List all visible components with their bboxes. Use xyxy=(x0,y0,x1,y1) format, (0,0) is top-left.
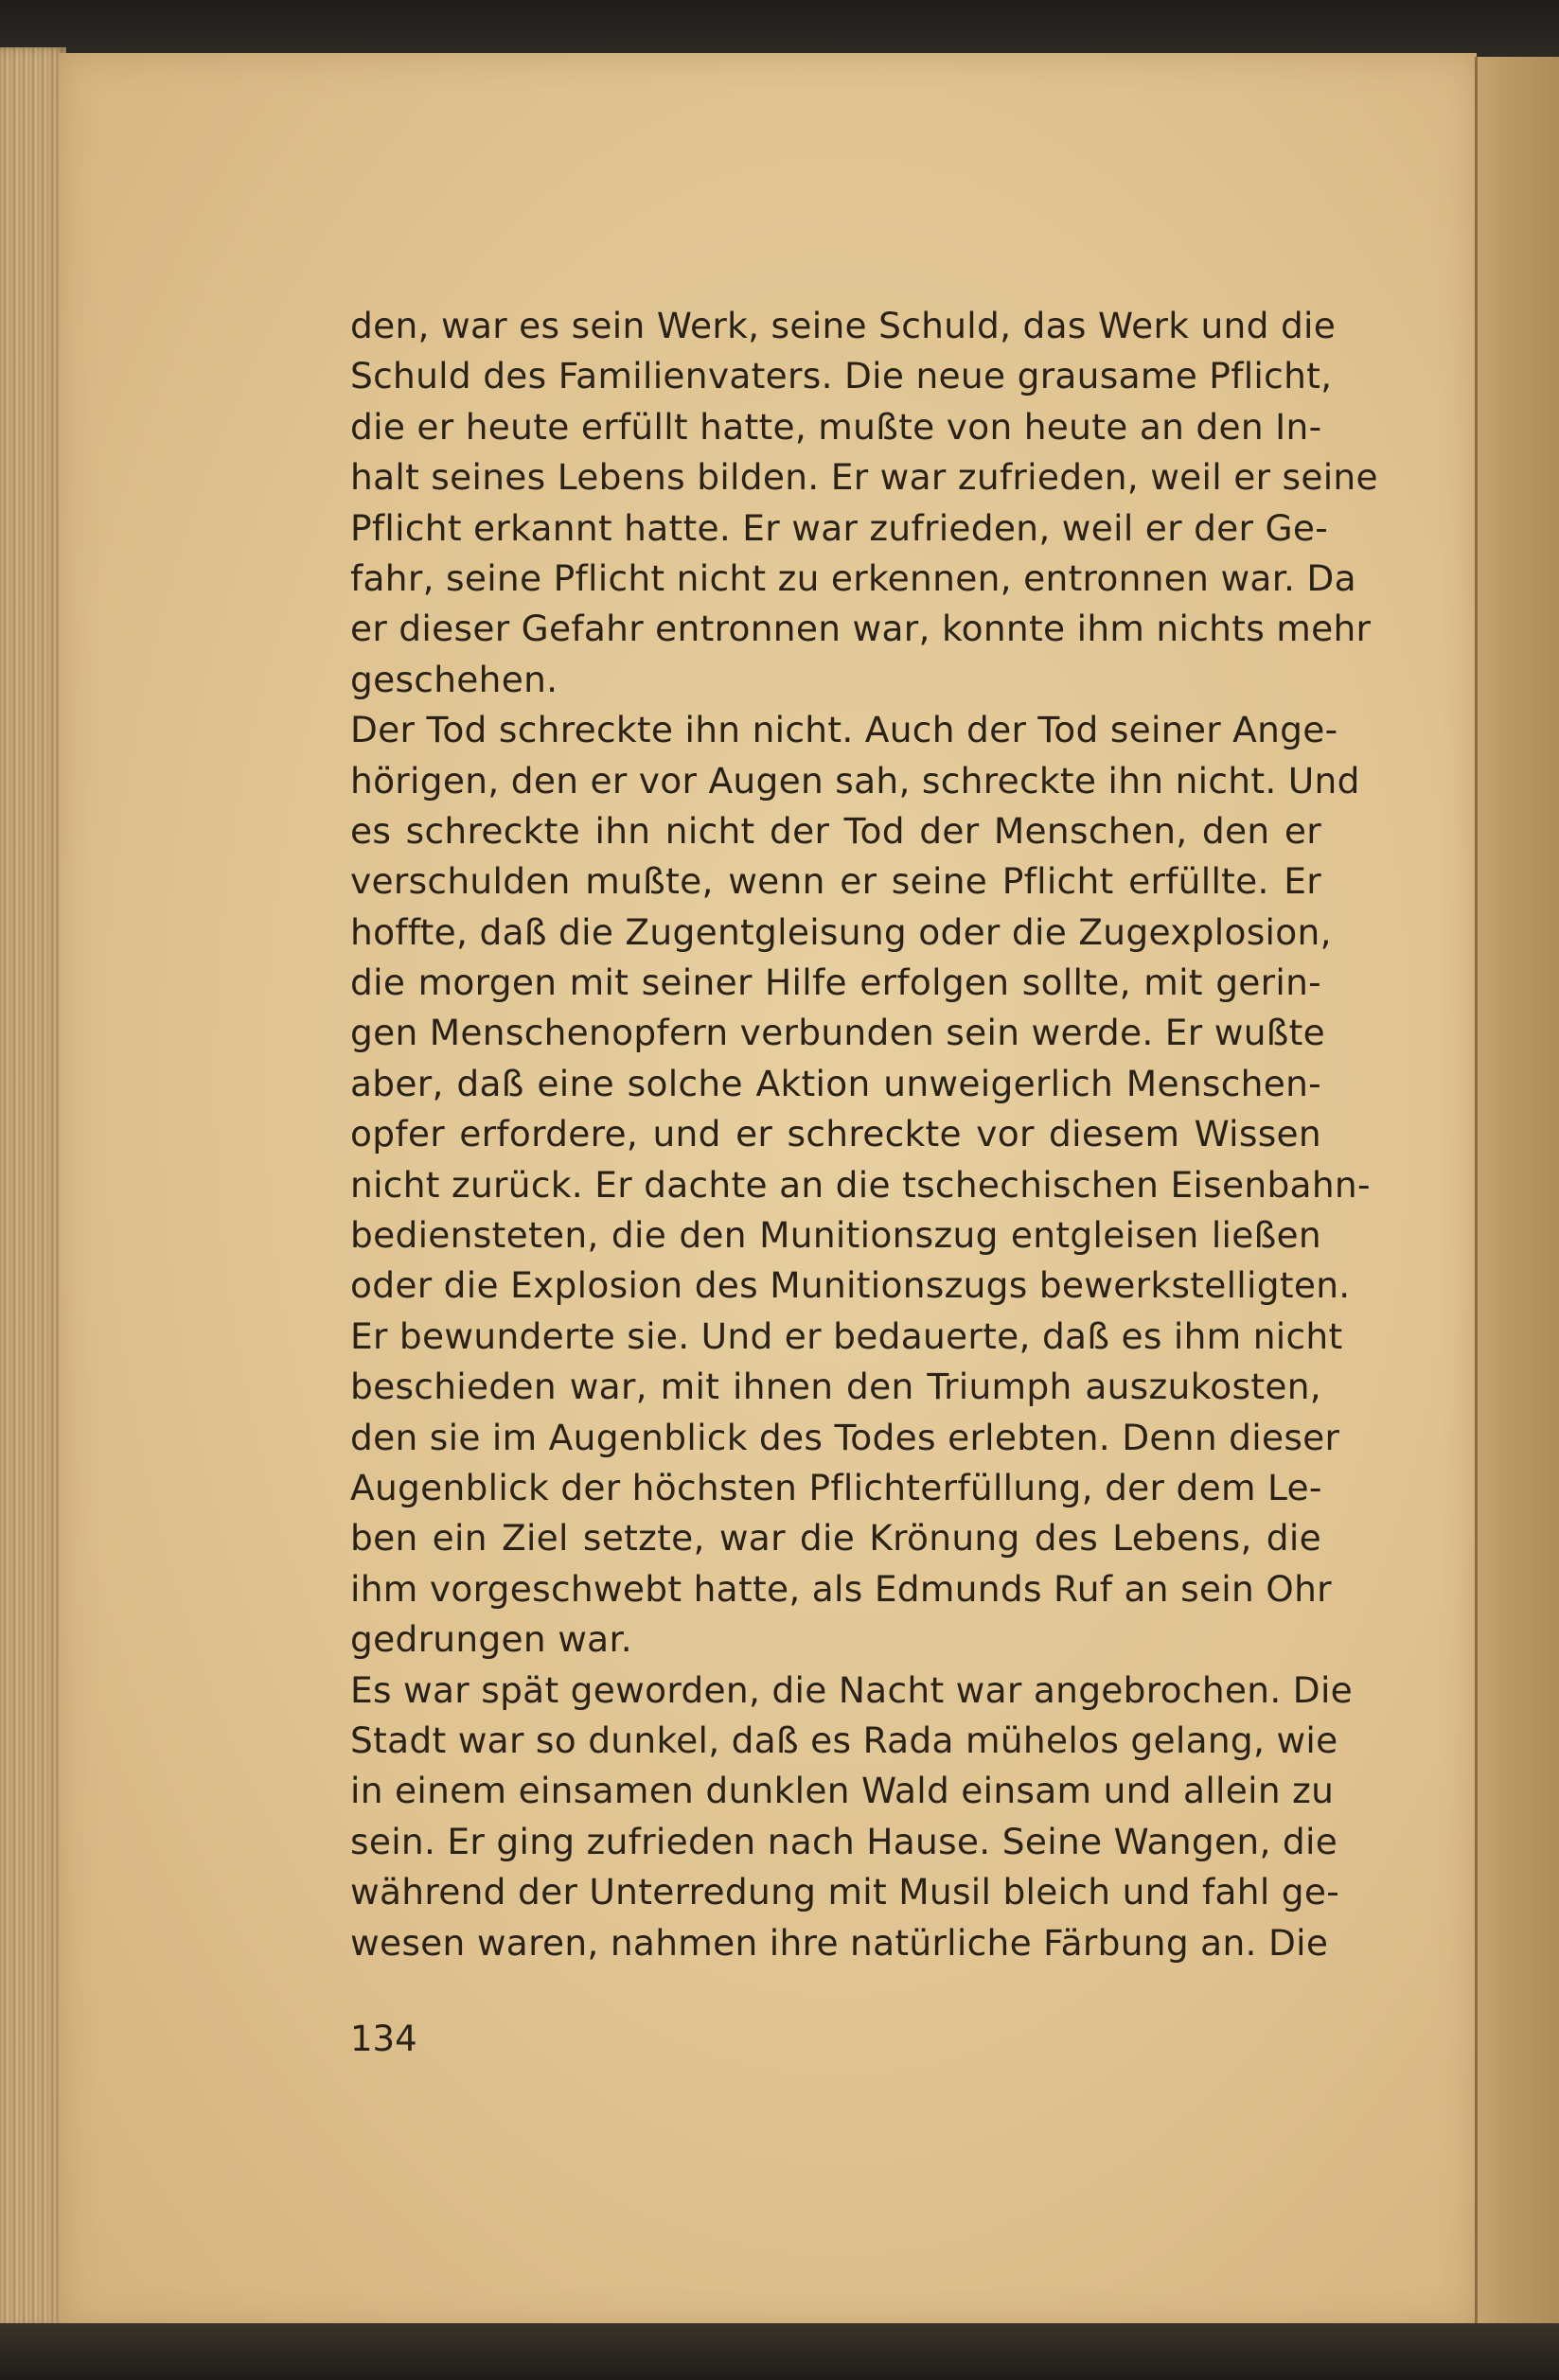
text-line: in einem einsamen dunklen Wald einsam und allein zu xyxy=(350,1770,1335,1812)
text-line: aber, daß eine solche Aktion unweigerlich Menschen- xyxy=(350,1062,1321,1104)
text-line: Stadt war so dunkel, daß es Rada mühelos gelang, wie xyxy=(350,1719,1338,1761)
book-cover-edge xyxy=(1475,57,1559,2328)
text-line: halt seines Lebens bilden. Er war zufrieden, weil er seine xyxy=(350,456,1378,499)
text-line: wesen waren, nahmen ihre natürliche Färbung an. Die xyxy=(350,1921,1329,1964)
text-line: geschehen. xyxy=(350,658,558,700)
text-line: bediensteten, die den Munitionszug entgleisen ließen xyxy=(350,1214,1321,1257)
scan-top-border xyxy=(0,0,1559,55)
text-line: fahr, seine Pflicht nicht zu erkennen, entronnen war. Da xyxy=(350,556,1356,599)
text-line: ihm vorgeschwebt hatte, als Edmunds Ruf an sein Ohr xyxy=(350,1567,1332,1610)
text-line: beschieden war, mit ihnen den Triumph auszukosten, xyxy=(350,1366,1321,1408)
text-line: nicht zurück. Er dachte an die tschechischen Eisenbahn- xyxy=(350,1163,1371,1206)
text-line: er dieser Gefahr entronnen war, konnte ihm nichts mehr xyxy=(350,608,1372,650)
text-line: gen Menschenopfern verbunden sein werde. Er wußte xyxy=(350,1012,1326,1054)
text-line: den, war es sein Werk, seine Schuld, das Werk und die xyxy=(350,305,1337,346)
text-line: opfer erfordere, und er schreckte vor diesem Wissen xyxy=(350,1113,1321,1155)
text-line: hoffte, daß die Zugentgleisung oder die Zugexplosion, xyxy=(350,910,1332,953)
text-line: hörigen, den er vor Augen sah, schreckte ihn nicht. Und xyxy=(350,759,1360,802)
text-line: gedrungen war. xyxy=(350,1618,632,1661)
text-line: Der Tod schreckte ihn nicht. Auch der Tod seiner Ange- xyxy=(350,709,1338,751)
text-line: während der Unterredung mit Musil bleich und fahl ge- xyxy=(350,1871,1340,1913)
text-line: Schuld des Familienvaters. Die neue grausame Pflicht, xyxy=(350,355,1333,397)
text-line: den sie im Augenblick des Todes erlebten. Denn dieser xyxy=(350,1416,1340,1458)
text-line: Augenblick der höchsten Pflichterfüllung, der dem Le- xyxy=(350,1466,1322,1508)
text-line: Er bewunderte sie. Und er bedauerte, daß es ihm nicht xyxy=(350,1314,1343,1357)
text-line: Es war spät geworden, die Nacht war angebrochen. Die xyxy=(350,1668,1354,1711)
text-line: Pflicht erkannt hatte. Er war zufrieden, weil er der Ge- xyxy=(350,506,1329,549)
text-line: ben ein Ziel setzte, war die Krönung des Lebens, die xyxy=(350,1517,1321,1560)
scan-bottom-border xyxy=(0,2323,1559,2380)
text-line: verschulden mußte, wenn er seine Pflicht erfüllte. Er xyxy=(350,860,1321,903)
body-text xyxy=(350,301,1378,1968)
text-line: die morgen mit seiner Hilfe erfolgen sollte, mit gerin- xyxy=(350,961,1321,1004)
text-line: sein. Er ging zufrieden nach Hause. Seine Wangen, die xyxy=(350,1820,1338,1862)
text-line: es schreckte ihn nicht der Tod der Menschen, den er xyxy=(350,809,1321,852)
page-number: 134 xyxy=(350,2019,417,2059)
text-line: die er heute erfüllt hatte, mußte von heute an den In- xyxy=(350,405,1322,448)
text-line: oder die Explosion des Munitionszugs bewerkstelligten. xyxy=(350,1264,1351,1307)
page-stack-edge xyxy=(0,47,66,2328)
